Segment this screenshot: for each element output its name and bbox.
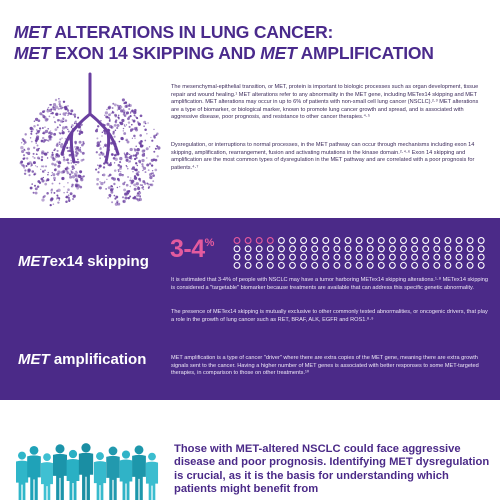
dot	[401, 238, 407, 244]
stat-percent: %	[204, 237, 214, 249]
stat-value: 3-4	[170, 235, 205, 263]
dot	[323, 263, 329, 269]
intro-paragraph-2: Dysregulation, or interruptions to normal processes, in the MET pathway can occur through mechanisms including exon 14 skipping, amplification, rearrangement, fusion and activating mutations in the kinase domain.²·⁴·⁶ Exon 14 skipping and amplification are the most common types of dysregulation in the MET pathway and are correlated with a poor prognosis for patients.⁴·⁷	[171, 142, 475, 171]
dot	[345, 254, 351, 260]
conclusion-text: Those with MET-altered NSCLC could face aggressive disease and poor prognosis. Identifying MET dysregulation is crucial, as it is the basis for understanding which patients might benefit from	[174, 443, 490, 495]
dot	[345, 246, 351, 252]
dot	[423, 238, 429, 244]
dot	[256, 246, 262, 252]
dot	[234, 263, 240, 269]
percentage-dot-grid	[232, 236, 490, 270]
dot	[234, 254, 240, 260]
dot-highlighted	[245, 238, 251, 244]
dot	[423, 246, 429, 252]
dot	[290, 246, 296, 252]
dot	[412, 254, 418, 260]
dot	[312, 246, 318, 252]
dot	[423, 254, 429, 260]
people-group-icon	[16, 441, 162, 500]
title-end-2: AMPLIFICATION	[296, 43, 434, 63]
dot	[279, 263, 285, 269]
dot	[445, 246, 451, 252]
dot	[290, 263, 296, 269]
dot	[445, 263, 451, 269]
dot	[356, 238, 362, 244]
dot	[412, 238, 418, 244]
dot	[445, 254, 451, 260]
dot	[345, 263, 351, 269]
dot	[434, 246, 440, 252]
title-met-3: MET	[260, 43, 297, 63]
dot	[312, 238, 318, 244]
dot	[401, 246, 407, 252]
dot	[456, 263, 462, 269]
dot-highlighted	[256, 238, 262, 244]
dot	[467, 238, 473, 244]
dot	[323, 246, 329, 252]
intro-paragraph-1: The mesenchymal-epithelial transition, or MET, protein is important to biologic processes such as organ development, tissue repair and wound healing.¹ MET alterations refer to any abnormality in the MET gene, including METex14 skipping and MET amplification. MET alterations may occur in up to 6% of patients with non-small cell lung cancer (NSCLC).²·³ MET alterations are a type of biomarker, or biological marker, known to promote lung cancer growth and spread, and is associated with aggressive disease, poor prognosis, and resistance to other cancer therapies.⁴·⁵	[171, 84, 479, 121]
dot	[401, 254, 407, 260]
dot	[367, 263, 373, 269]
title-rest-1: ALTERATIONS IN LUNG CANCER:	[50, 22, 334, 42]
dot	[279, 238, 285, 244]
dot	[423, 263, 429, 269]
amplification-paragraph: MET amplification is a type of cancer "driver" where there are extra copies of the MET gene, meaning there are extra growth signals sent to the cancer. Having a higher number of MET genes is associated with better responses to some MET-targeted therapies, in comparison to those on other treatments.¹⁰	[171, 355, 479, 377]
amplification-heading	[18, 351, 146, 368]
dot	[390, 263, 396, 269]
dot	[245, 246, 251, 252]
title-met-2: MET	[14, 43, 51, 63]
dot	[412, 263, 418, 269]
title-line-1	[14, 22, 494, 43]
title-mid-2: EXON 14 SKIPPING AND	[50, 43, 261, 63]
amplification-heading-rest: amplification	[49, 351, 147, 368]
dot	[478, 246, 484, 252]
dot	[390, 254, 396, 260]
page-title	[14, 22, 494, 64]
dot	[301, 238, 307, 244]
dot	[290, 238, 296, 244]
dot	[279, 246, 285, 252]
dot	[312, 263, 318, 269]
dot	[323, 254, 329, 260]
dot	[356, 263, 362, 269]
dot	[312, 254, 318, 260]
dot	[245, 254, 251, 260]
amplification-heading-met: MET	[18, 351, 50, 368]
dot	[301, 263, 307, 269]
dot	[334, 246, 340, 252]
skipping-heading-rest: ex14 skipping	[49, 253, 149, 270]
dot	[234, 246, 240, 252]
dot	[456, 238, 462, 244]
dot	[290, 254, 296, 260]
dot	[301, 246, 307, 252]
dot	[467, 254, 473, 260]
dot-highlighted	[267, 238, 273, 244]
dot	[478, 238, 484, 244]
dot	[467, 263, 473, 269]
dot	[478, 263, 484, 269]
skipping-heading	[18, 253, 149, 270]
dot	[378, 263, 384, 269]
skipping-paragraph-1: It is estimated that 3-4% of people with NSCLC may have a tumor harboring METex14 skipping alterations.¹·⁸ METex14 skipping is considered a "targetable" biomarker because treatments are available that can address this specific genetic abnormality.	[171, 277, 489, 291]
skipping-stat	[170, 235, 214, 264]
dot	[434, 263, 440, 269]
dot	[356, 254, 362, 260]
dot	[434, 254, 440, 260]
dot	[434, 238, 440, 244]
dot	[412, 246, 418, 252]
title-line-2	[14, 43, 494, 64]
dot	[390, 246, 396, 252]
dot	[256, 254, 262, 260]
dot	[279, 254, 285, 260]
dot	[267, 254, 273, 260]
skipping-paragraph-2: The presence of METex14 skipping is mutually exclusive to other commonly tested abnormalities, or oncogenic drivers, that play a role in the growth of lung cancer such as RET, BRAF, ALK, EGFR and ROS1.⁸·⁹	[171, 309, 488, 323]
dot	[456, 254, 462, 260]
dot	[401, 263, 407, 269]
dot	[478, 254, 484, 260]
dot	[267, 246, 273, 252]
skipping-heading-met: MET	[18, 253, 50, 270]
dot	[367, 238, 373, 244]
dot	[367, 254, 373, 260]
dot	[334, 254, 340, 260]
dot	[267, 263, 273, 269]
dot	[345, 238, 351, 244]
dot	[356, 246, 362, 252]
dot	[334, 238, 340, 244]
dot	[367, 246, 373, 252]
dot	[456, 246, 462, 252]
dot	[323, 238, 329, 244]
lungs-illustration-icon	[14, 70, 166, 210]
dot	[378, 238, 384, 244]
dot	[334, 263, 340, 269]
dot	[378, 246, 384, 252]
dot	[445, 238, 451, 244]
dot	[390, 238, 396, 244]
title-met-1: MET	[14, 22, 51, 42]
dot	[301, 254, 307, 260]
dot	[378, 254, 384, 260]
dot	[256, 263, 262, 269]
dot	[245, 263, 251, 269]
dot-highlighted	[234, 238, 240, 244]
dot	[467, 246, 473, 252]
